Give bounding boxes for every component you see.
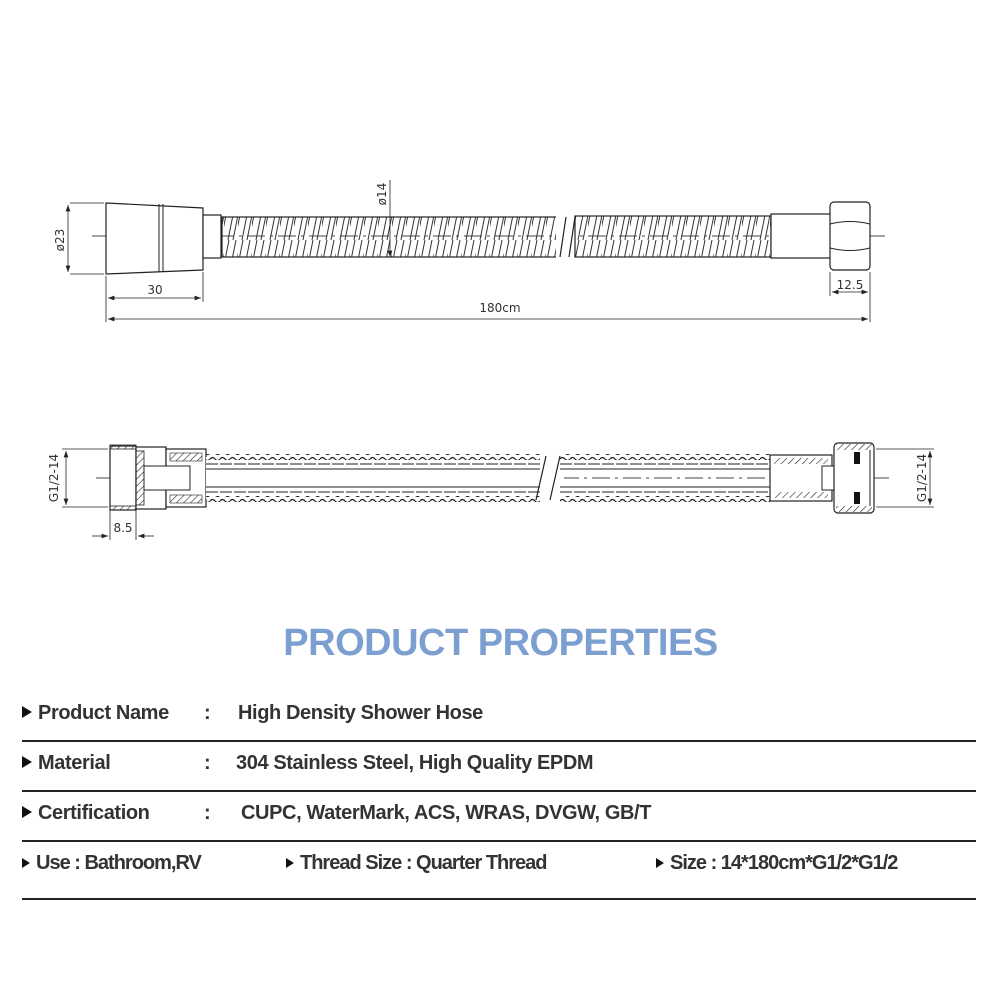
property-row-certification	[22, 792, 976, 842]
use-info: Use : Bathroom,RV	[36, 852, 201, 874]
bullet-triangle-icon	[22, 756, 32, 768]
property-separator: :	[204, 702, 211, 724]
bullet-triangle-icon	[22, 806, 32, 818]
bullet-triangle-icon	[286, 858, 294, 868]
right-thread-label: G1/2-14	[915, 453, 929, 503]
property-separator: :	[204, 752, 211, 774]
property-label: Material	[38, 752, 111, 774]
bullet-triangle-icon	[22, 858, 30, 868]
left-thread-label: G1/2-14	[47, 453, 61, 503]
property-label: Certification	[38, 802, 150, 824]
total-length-label: 180cm	[479, 301, 521, 315]
property-row-product-name	[22, 692, 976, 742]
property-separator: :	[204, 802, 211, 824]
connector-diameter-label: ø23	[53, 228, 67, 252]
top-view	[53, 180, 888, 322]
left-depth-label: 8.5	[113, 521, 133, 535]
nut-width-label: 12.5	[836, 278, 864, 292]
connector-length-label: 30	[147, 283, 163, 297]
section-title: PRODUCT PROPERTIES	[283, 622, 718, 664]
property-row-summary	[22, 842, 976, 892]
property-value: CUPC, WaterMark, ACS, WRAS, DVGW, GB/T	[241, 802, 652, 824]
row-divider	[22, 898, 976, 900]
property-label: Product Name	[38, 702, 169, 724]
bullet-triangle-icon	[22, 706, 32, 718]
property-row-material	[22, 742, 976, 792]
hose-diameter-label: ø14	[375, 182, 389, 206]
property-value: High Density Shower Hose	[238, 702, 483, 724]
property-value: 304 Stainless Steel, High Quality EPDM	[236, 752, 594, 774]
bullet-triangle-icon	[656, 858, 664, 868]
size-info: Size : 14*180cm*G1/2*G1/2	[670, 852, 898, 874]
section-view	[47, 443, 934, 540]
thread-size-info: Thread Size : Quarter Thread	[300, 852, 547, 874]
